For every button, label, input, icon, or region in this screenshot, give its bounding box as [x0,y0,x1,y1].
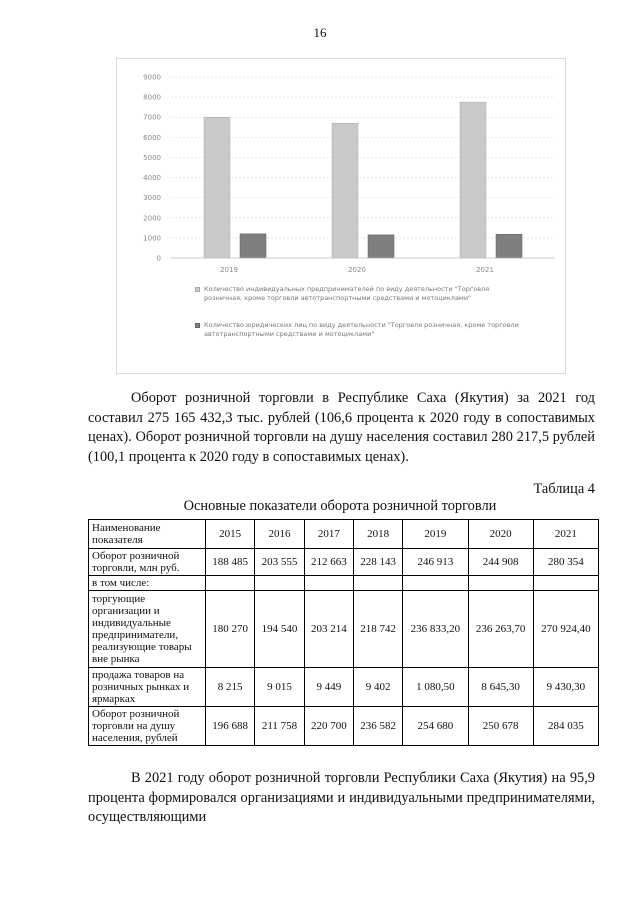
header-2019: 2019 [403,520,468,549]
x-tick-label: 2019 [220,266,238,274]
cell-value: 284 035 [533,707,598,746]
cell-empty [353,576,402,591]
chart-legend [195,285,525,357]
bar-chart [116,58,566,374]
legend-label-legal: Количество юридических лиц по виду деятельности "Торговля розничная, кроме торговли автотранспортными средствами и мотоциклами" [204,321,519,338]
row-label: продажа товаров на розничных рынках и ярмарках [89,668,206,707]
paragraph-retail-turnover [88,389,595,467]
cell-empty [304,576,353,591]
cell-value: 180 270 [206,591,255,668]
legend-label-ip: Количество индивидуальных предпринимателей по виду деятельности "Торговля розничная, кроме торговли автотранспортными средствами и мотоциклами" [204,285,490,302]
header-2020: 2020 [468,520,533,549]
bar-2021-series-2 [496,234,522,258]
x-tick-label: 2020 [348,266,366,274]
header-2018: 2018 [353,520,402,549]
bar-2019-series-1 [204,117,230,258]
y-tick-label: 2000 [143,214,161,223]
table-title: Основные показатели оборота розничной торговли [183,498,497,514]
paragraph-1-text: Оборот розничной торговли в Республике Саха (Якутия) за 2021 год составил 275 165 432,3 тыс. рублей (106,6 процента к 2020 году в сопоставимых ценах). Оборот розничной торговли на душу населения составил 280 217,5 рублей (100,1 процента к 2020 году в сопоставимых ценах). [88,390,595,465]
paragraph-2-text: В 2021 году оборот розничной торговли Республики Саха (Якутия) на 95,9 процента формировался организациями и индивидуальными предпринимателями, осуществляющими [88,770,595,825]
cell-value: 194 540 [255,591,304,668]
row-label: торгующие организации и индивидуальные предприниматели, реализующие товары вне рынка [89,591,206,668]
y-tick-label: 6000 [143,133,161,142]
cell-value: 236 833,20 [403,591,468,668]
y-tick-label: 5000 [143,153,161,162]
cell-value: 280 354 [533,549,598,576]
cell-value: 8 215 [206,668,255,707]
y-tick-label: 4000 [143,174,161,183]
cell-value: 236 263,70 [468,591,533,668]
y-tick-label: 9000 [143,73,161,82]
cell-value: 254 680 [403,707,468,746]
y-tick-label: 7000 [143,113,161,122]
bar-2020-series-1 [332,123,358,258]
cell-value: 196 688 [206,707,255,746]
y-tick-label: 0 [156,254,161,263]
legend-swatch-ip [195,287,200,292]
y-tick-label: 8000 [143,93,161,102]
table-row-per-capita [89,707,599,746]
cell-value: 1 080,50 [403,668,468,707]
cell-value: 228 143 [353,549,402,576]
legend-item-ip [195,285,525,303]
y-tick-label: 1000 [143,234,161,243]
cell-value: 270 924,40 [533,591,598,668]
paragraph-turnover-structure [88,769,595,828]
header-indicator: Наименование показателя [89,520,206,549]
cell-value: 236 582 [353,707,402,746]
retail-indicators-table [88,519,599,746]
cell-empty [468,576,533,591]
cell-value: 9 449 [304,668,353,707]
cell-value: 8 645,30 [468,668,533,707]
header-2017: 2017 [304,520,353,549]
table-row-turnover [89,549,599,576]
cell-value: 246 913 [403,549,468,576]
cell-value: 218 742 [353,591,402,668]
legend-swatch-legal [195,323,200,328]
cell-value: 250 678 [468,707,533,746]
page-number: 16 [313,25,327,40]
cell-value: 244 908 [468,549,533,576]
cell-value: 220 700 [304,707,353,746]
bar-2019-series-2 [240,234,266,258]
table-row-including [89,576,599,591]
header-2016: 2016 [255,520,304,549]
row-label: в том числе: [89,576,206,591]
header-2015: 2015 [206,520,255,549]
cell-value: 9 402 [353,668,402,707]
y-tick-label: 3000 [143,194,161,203]
table-number: Таблица 4 [533,481,595,497]
bar-2021-series-1 [460,102,486,258]
row-label: Оборот розничной торговли на душу населения, рублей [89,707,206,746]
cell-empty [533,576,598,591]
cell-empty [206,576,255,591]
cell-empty [403,576,468,591]
cell-value: 188 485 [206,549,255,576]
x-tick-label: 2021 [476,266,494,274]
header-2021: 2021 [533,520,598,549]
row-label: Оборот розничной торговли, млн руб. [89,549,206,576]
cell-value: 9 015 [255,668,304,707]
table-row-markets [89,668,599,707]
legend-item-legal [195,321,525,339]
cell-value: 203 214 [304,591,353,668]
cell-empty [255,576,304,591]
cell-value: 211 758 [255,707,304,746]
cell-value: 203 555 [255,549,304,576]
cell-value: 9 430,30 [533,668,598,707]
table-header-row [89,520,599,549]
cell-value: 212 663 [304,549,353,576]
table-row-organizations [89,591,599,668]
bar-2020-series-2 [368,235,394,258]
